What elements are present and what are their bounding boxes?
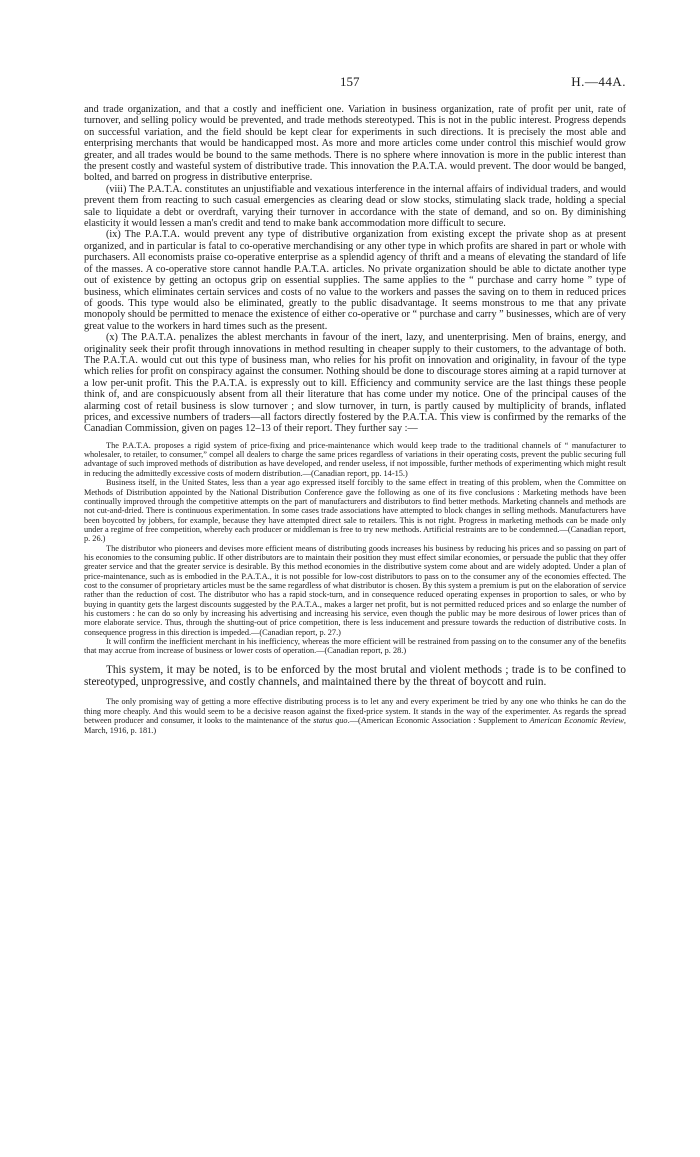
final-quote-text-3: , March, 1916, p. 181.): [84, 716, 626, 735]
quote-paragraph: The distributor who pioneers and devises more efficient means of distributing goods increases his business by reducing his prices and so passing on part of his economies to the consuming public. If other distributors are to maintain their position they must effect similar economies, or persuade the public that they offer greater service and that the greater service is desirable. By this method economies in the distributive system come about and are widely adopted. Under a plan of price-maintenance, such as is embodied in the P.A.T.A., it is not possible for low-cost distributors to pass on to the consumer any of the economies effected. The cost to the consumer of proprietary articles must be the same regardless of what distributor is chosen. By this system a premium is put on the elaboration of service rather than the reduction of cost. The distributor who has a rapid stock-turn, and in consequence reduced operating expenses in proportion to sales, or who by buying in quantity gets the largest discounts suggested by the P.A.T.A., makes a larger net profit, but is not permitted reduced prices and so enlarge the number of his customers : he can do so only by increasing his advertising and increasing his service, even though the public may be more desirous of lower prices than of more elaborate service. Thus, through the shutting-out of price competition, there is less inducement and pressure towards the reduction of distributive costs. In consequence progress in this direction is impeded.—(Canadian report, p. 27.): [84, 543, 626, 637]
page-number: 157: [340, 74, 360, 89]
document-page: [84, 74, 626, 735]
final-quote-text-2: .—(American Economic Association : Supplement to: [347, 716, 530, 726]
body-paragraph-viii: (viii) The P.A.T.A. constitutes an unjustifiable and vexatious interference in the internal affairs of individual traders, and would prevent them from reacting to such casual emergencies as clearing dead or slow stocks, stimulating slack trade, holding a special sale to liquidate a debt or overdraft, varying their turnover in accordance with the state of demand, and so on. By diminishing elasticity it would lessen a man's credit and tend to make bank accommodation more difficult to secure.: [84, 183, 626, 230]
main-body-text: [84, 104, 626, 435]
journal-title-italic: American Economic Review: [529, 716, 624, 726]
closing-statement: [84, 664, 626, 690]
american-economic-association-quote: [84, 697, 626, 735]
page-header: [84, 74, 626, 96]
body-paragraph-x: (x) The P.A.T.A. penalizes the ablest merchants in favour of the inert, lazy, and unenterprising. Men of brains, energy, and originality seek their profit through innovations in method resulting in cheaper supply to their customers, to the advantage of both. The P.A.T.A. would cut out this type of business man, who relies for his profit on innovation and originality, in favour of the type which relies for profit on conspiracy against the consumer. Nothing should be done to discourage stores aiming at a rapid turnover at a low per-unit profit. This the P.A.T.A. is expressly out to kill. Efficiency and community service are the last things these people think of, and are conspicuously absent from all their literature that has come under my notice. One of the principal causes of the alarming cost of retail business is slow turnover ; and slow turnover, in turn, is partly caused by multiplicity of brands, inflated prices, and excessive numbers of traders—all factors directly fostered by the P.A.T.A. This view is confirmed by the remarks of the Canadian Commission, given on pages 12–13 of their report. They further say :—: [84, 332, 626, 435]
document-reference: H.—44A.: [571, 74, 626, 89]
quote-paragraph: It will confirm the inefficient merchant in his inefficiency, whereas the more efficient will be restrained from passing on to the consumer any of the benefits that may accrue from increase of business or lower costs of operation.—(Canadian report, p. 28.): [84, 637, 626, 656]
quote-paragraph: The P.A.T.A. proposes a rigid system of price-fixing and price-maintenance which would keep trade to the traditional channels of “ manufacturer to wholesaler, to retailer, to consumer,” compel all dealers to charge the same prices regardless of variations in their operating costs, prevent the public securing full advantage of such improved methods of distribution as have developed, and render useless, if not impossible, further methods of experimenting which might result in reducing the admittedly excessive costs of modern distribution.—(Canadian report, pp. 14-15.): [84, 440, 626, 478]
quote-paragraph: Business itself, in the United States, less than a year ago expressed itself forcibly to the same effect in treating of this problem, when the Committee on Methods of Distribution appointed by the National Distribution Conference gave the following as one of its five conclusions : Marketing methods have been continually improved through the competitive attempts on the part of manufacturers and distributors to find better methods. Marketing channels and methods are not cut-and-dried. There is continuous experimentation. In some cases trade associations have attempted to block changes in selling methods. Manufacturers have been boycotted by jobbers, for example, because they have attempted direct sale to retailers. This is not right. Progress in marketing methods can be made only under a regime of free competition, whereby each producer or middleman is free to try new methods. Artificial restraints are to be condemned.—(Canadian report, p. 26.): [84, 478, 626, 544]
final-quote-text-1: The only promising way of getting a more effective distributing process is to let any and every experiment be tried by any one who thinks he can do the thing more cheaply. And this would seem to be a decisive reason against the fixed-price system. It stands in the way of the experimenter. As regards the spread between producer and consumer, it looks to the maintenance of the: [84, 697, 626, 726]
body-paragraph-continuation: and trade organization, and that a costly and inefficient one. Variation in business organization, rate of profit per unit, rate of turnover, and selling policy would be prevented, and trade methods stereotyped. This is not in the public interest. Progress depends on successful variation, and the field should be kept clear for experiments in such directions. It is precisely the most able and enterprising merchants that would be handicapped most. As more and more articles come under control this mischief would grow greater, and all trades would be bound to the same methods. There is no sphere where innovation is more in the public interest than the present costly and wasteful system of distributive trade. This innovation the P.A.T.A. would prevent. The door would be banged, bolted, and barred on progress in distributive enterprise.: [84, 104, 626, 184]
final-quote-paragraph: [84, 697, 626, 735]
canadian-report-quotations: [84, 441, 626, 656]
closing-paragraph: This system, it may be noted, is to be enforced by the most brutal and violent methods ; trade is to be confined to stereotyped, unprogressive, and costly channels, and maintained there by the threat of boycott and ruin.: [84, 663, 626, 689]
body-paragraph-ix: (ix) The P.A.T.A. would prevent any type of distributive organization from existing except the private shop as at present organized, and in particular is fatal to co-operative merchandising or any other type in which profits are shared in part or whole with purchasers. All economists praise co-operative enterprise as a splendid agency of thrift and a means of elevating the standard of life of the masses. A co-operative store cannot handle P.A.T.A. articles. No private organization should be able to dictate another type out of existence by getting an octopus grip on essential supplies. The same applies to the “ purchase and carry home ” type of business, which eliminates certain services and costs of no value to the workers and passes the saving on to them in reduced prices of goods. This type would also be eliminated, greatly to the public disadvantage. It seems monstrous to me that any private monopoly should be permitted to menace the existence of either co-operative or “ purchase and carry ” businesses, which are of very great value to the workers in hard times such as the present.: [84, 229, 626, 332]
status-quo-italic: status quo: [313, 716, 348, 726]
